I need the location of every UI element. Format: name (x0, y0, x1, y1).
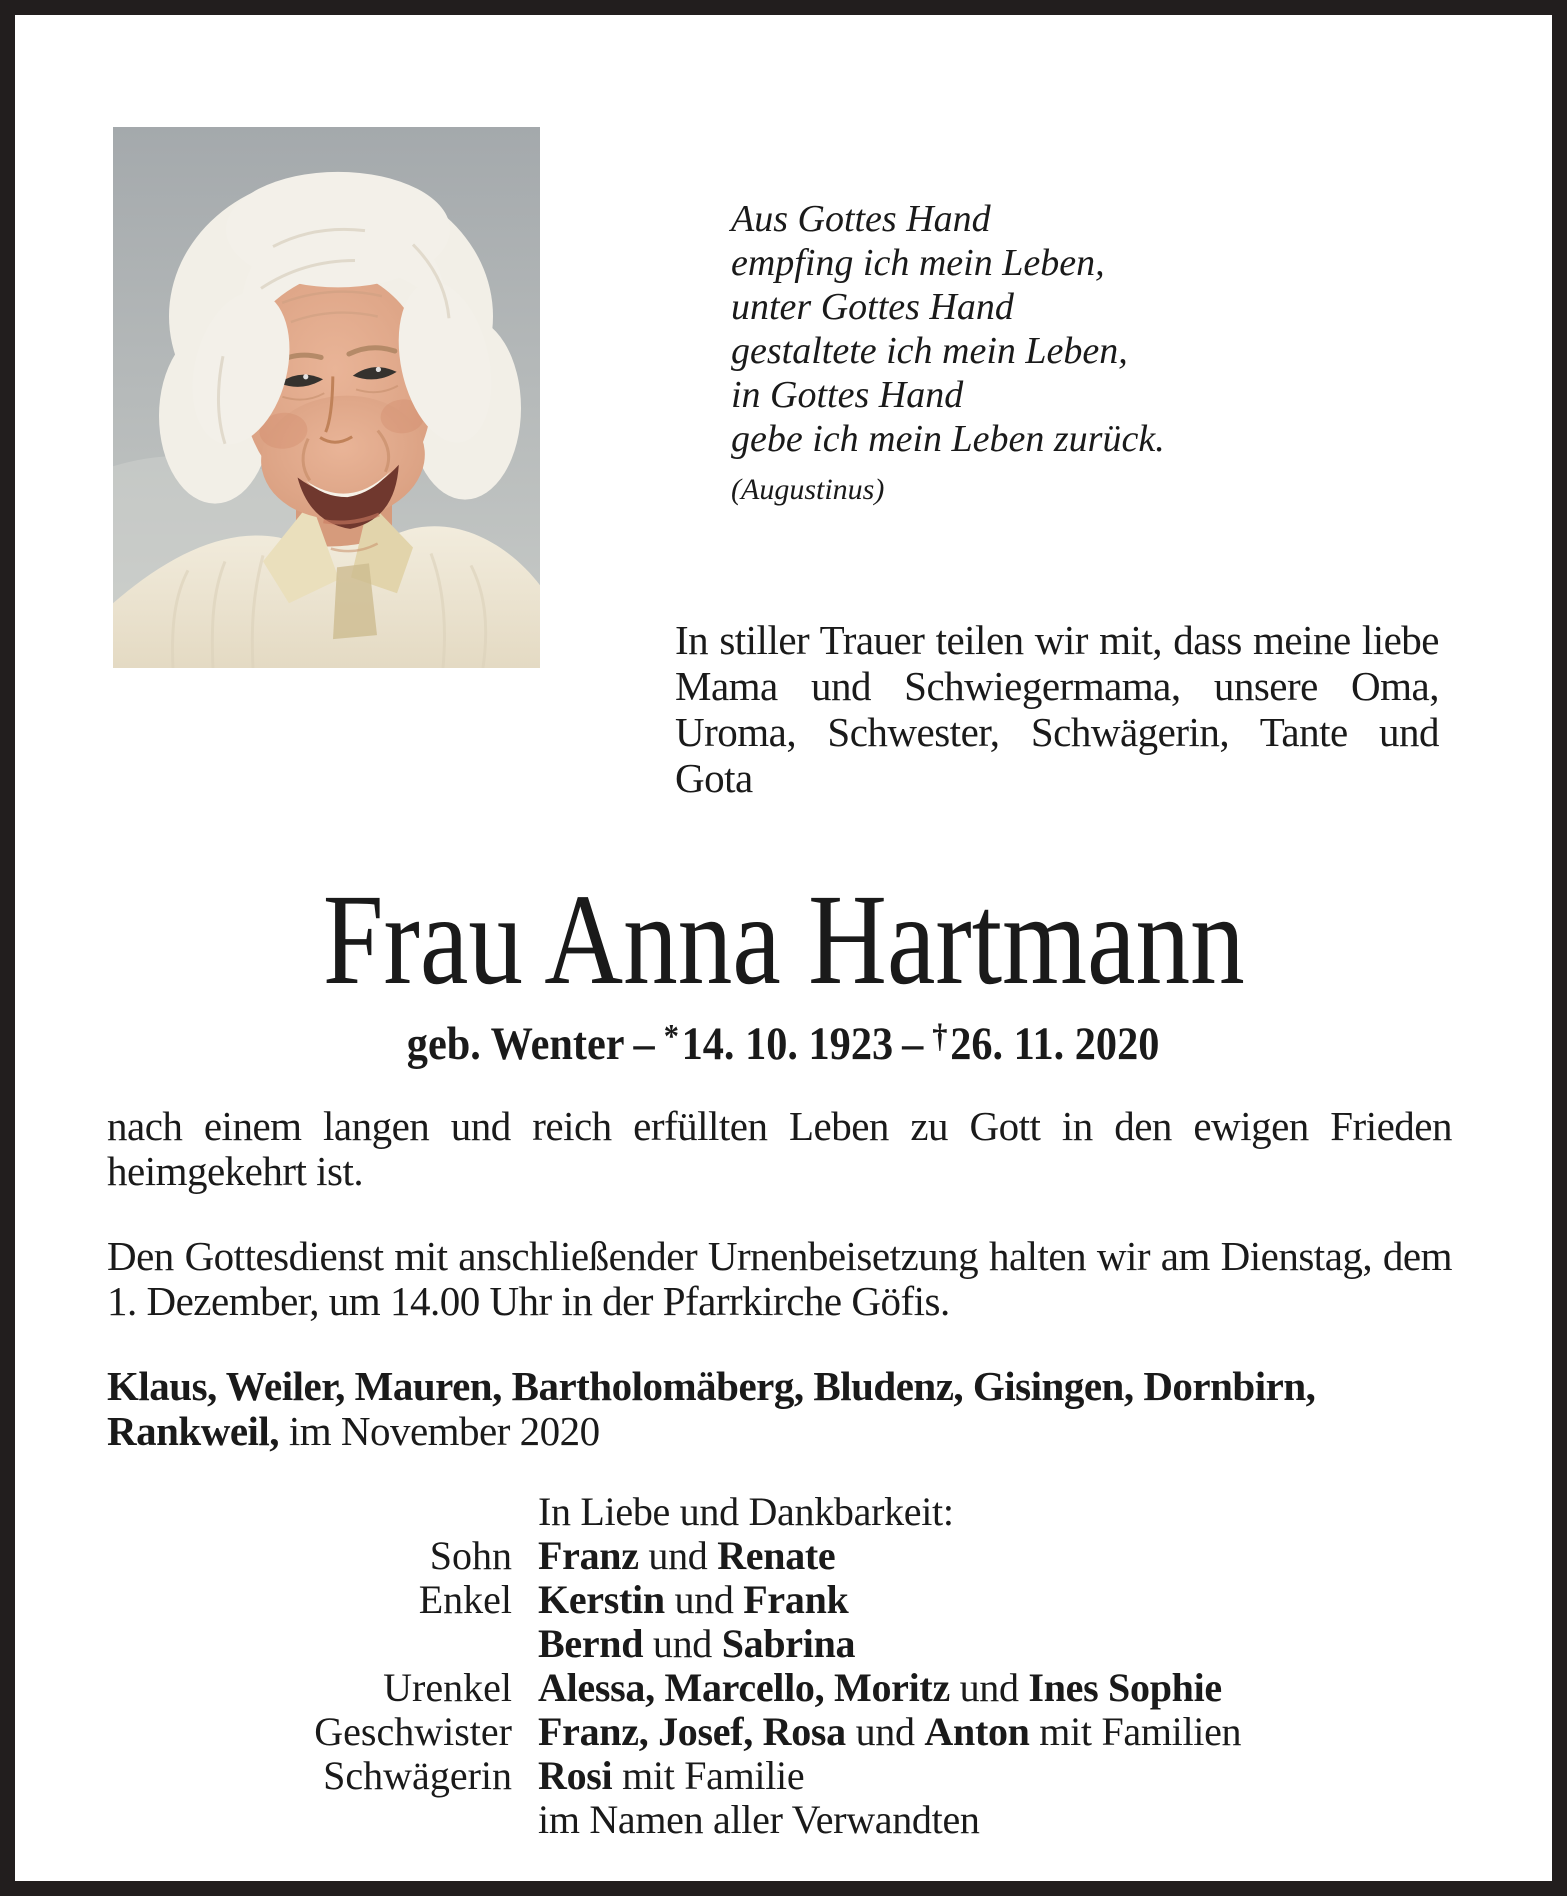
family-name-bold: Alessa, Marcello, Moritz (538, 1664, 950, 1710)
family-name-regular: mit Familien (1029, 1708, 1242, 1754)
family-name-regular: mit Familie (612, 1752, 805, 1798)
family-row (107, 1534, 1512, 1578)
towns-bold: Klaus, Weiler, Mauren, Bartholomäberg, Bludenz, Gisingen, Dornbirn, Rankweil, (107, 1362, 1316, 1454)
family-row (107, 1622, 1512, 1666)
family-name-bold: Kerstin (538, 1576, 665, 1622)
towns-date: im November 2020 (288, 1407, 600, 1454)
family-names (538, 1578, 1512, 1622)
poem-line: Aus Gottes Hand (731, 198, 991, 240)
dash-separator: – (902, 1017, 924, 1070)
family-role-label: Schwägerin (323, 1752, 512, 1798)
death-dagger-symbol: † (932, 1018, 948, 1055)
poem-line: empfing ich mein Leben, (731, 242, 1105, 284)
birth-star-symbol: * (664, 1018, 680, 1055)
family-role-label (107, 1622, 512, 1666)
family-name-bold: Franz, Josef, Rosa (538, 1708, 846, 1754)
family-name-regular: und (845, 1708, 925, 1754)
family-row (107, 1578, 1512, 1622)
family-name-bold: Franz (538, 1532, 639, 1578)
name-block (15, 868, 1552, 1070)
family-name-regular: und (949, 1664, 1029, 1710)
family-role-label (107, 1798, 512, 1842)
body-text (107, 1104, 1452, 1454)
poem-line: unter Gottes Hand (731, 286, 1014, 328)
poem-attribution: (Augustinus) (731, 473, 885, 506)
family-row (107, 1754, 1512, 1798)
family-row (107, 1710, 1512, 1754)
deceased-dates (15, 1011, 1552, 1070)
portrait-illustration (113, 127, 540, 668)
family-row (107, 1666, 1512, 1710)
family-role-label: Enkel (418, 1576, 512, 1622)
poem-line: gebe ich mein Leben zurück. (731, 418, 1165, 460)
family-name-bold: Ines Sophie (1028, 1664, 1222, 1710)
family-role-label (107, 1490, 512, 1534)
family-footer: im Namen aller Verwandten (538, 1796, 980, 1842)
family-name-bold: Anton (924, 1708, 1030, 1754)
family-rows (107, 1534, 1512, 1798)
family-names (538, 1754, 1512, 1798)
family-names (538, 1666, 1512, 1710)
family-role-label: Geschwister (314, 1708, 512, 1754)
top-section (15, 15, 1552, 863)
family-name-regular: und (664, 1576, 744, 1622)
family-names (538, 1710, 1512, 1754)
family-role-label: Sohn (429, 1532, 512, 1578)
family-names (538, 1622, 1512, 1666)
family-list (107, 1490, 1512, 1842)
dash-separator: – (633, 1017, 656, 1070)
family-footer-row (107, 1798, 1512, 1842)
family-name-bold: Renate (717, 1532, 836, 1578)
portrait-photo (113, 127, 540, 668)
poem-line: in Gottes Hand (731, 374, 964, 416)
family-names (538, 1534, 1512, 1578)
family-name-bold: Bernd (538, 1620, 644, 1666)
towns-line (107, 1364, 1452, 1454)
family-role-label: Urenkel (383, 1664, 512, 1710)
family-name-bold: Sabrina (721, 1620, 856, 1666)
birth-date: 14. 10. 1923 (682, 1017, 894, 1070)
family-name-bold: Frank (743, 1576, 849, 1622)
poem (675, 197, 1439, 461)
maiden-name: geb. Wenter (407, 1017, 625, 1070)
family-header: In Liebe und Dankbarkeit: (538, 1488, 954, 1534)
poem-line: gestaltete ich mein Leben, (731, 330, 1128, 372)
family-name-bold: Rosi (538, 1752, 613, 1798)
paragraph-passing: nach einem langen und reich erfüllten Leben zu Gott in den ewigen Frieden heimgekehrt ist. (107, 1102, 1452, 1194)
death-date: 26. 11. 2020 (950, 1017, 1160, 1070)
announcement-intro: In stiller Trauer teilen wir mit, dass meine liebe Mama und Schwiegermama, unsere Oma, Uroma, Schwester, Schwägerin, Tante und Gota (675, 617, 1439, 801)
family-name-regular: und (638, 1532, 718, 1578)
family-header-row (107, 1490, 1512, 1534)
paragraph-service: Den Gottesdienst mit anschließender Urnenbeisetzung halten wir am Dienstag, dem 1. Dezember, um 14.00 Uhr in der Pfarrkirche Göfis. (107, 1232, 1452, 1324)
family-name-regular: und (643, 1620, 722, 1666)
deceased-name: Frau Anna Hartmann (322, 868, 1245, 1012)
upper-right-column (675, 197, 1439, 801)
